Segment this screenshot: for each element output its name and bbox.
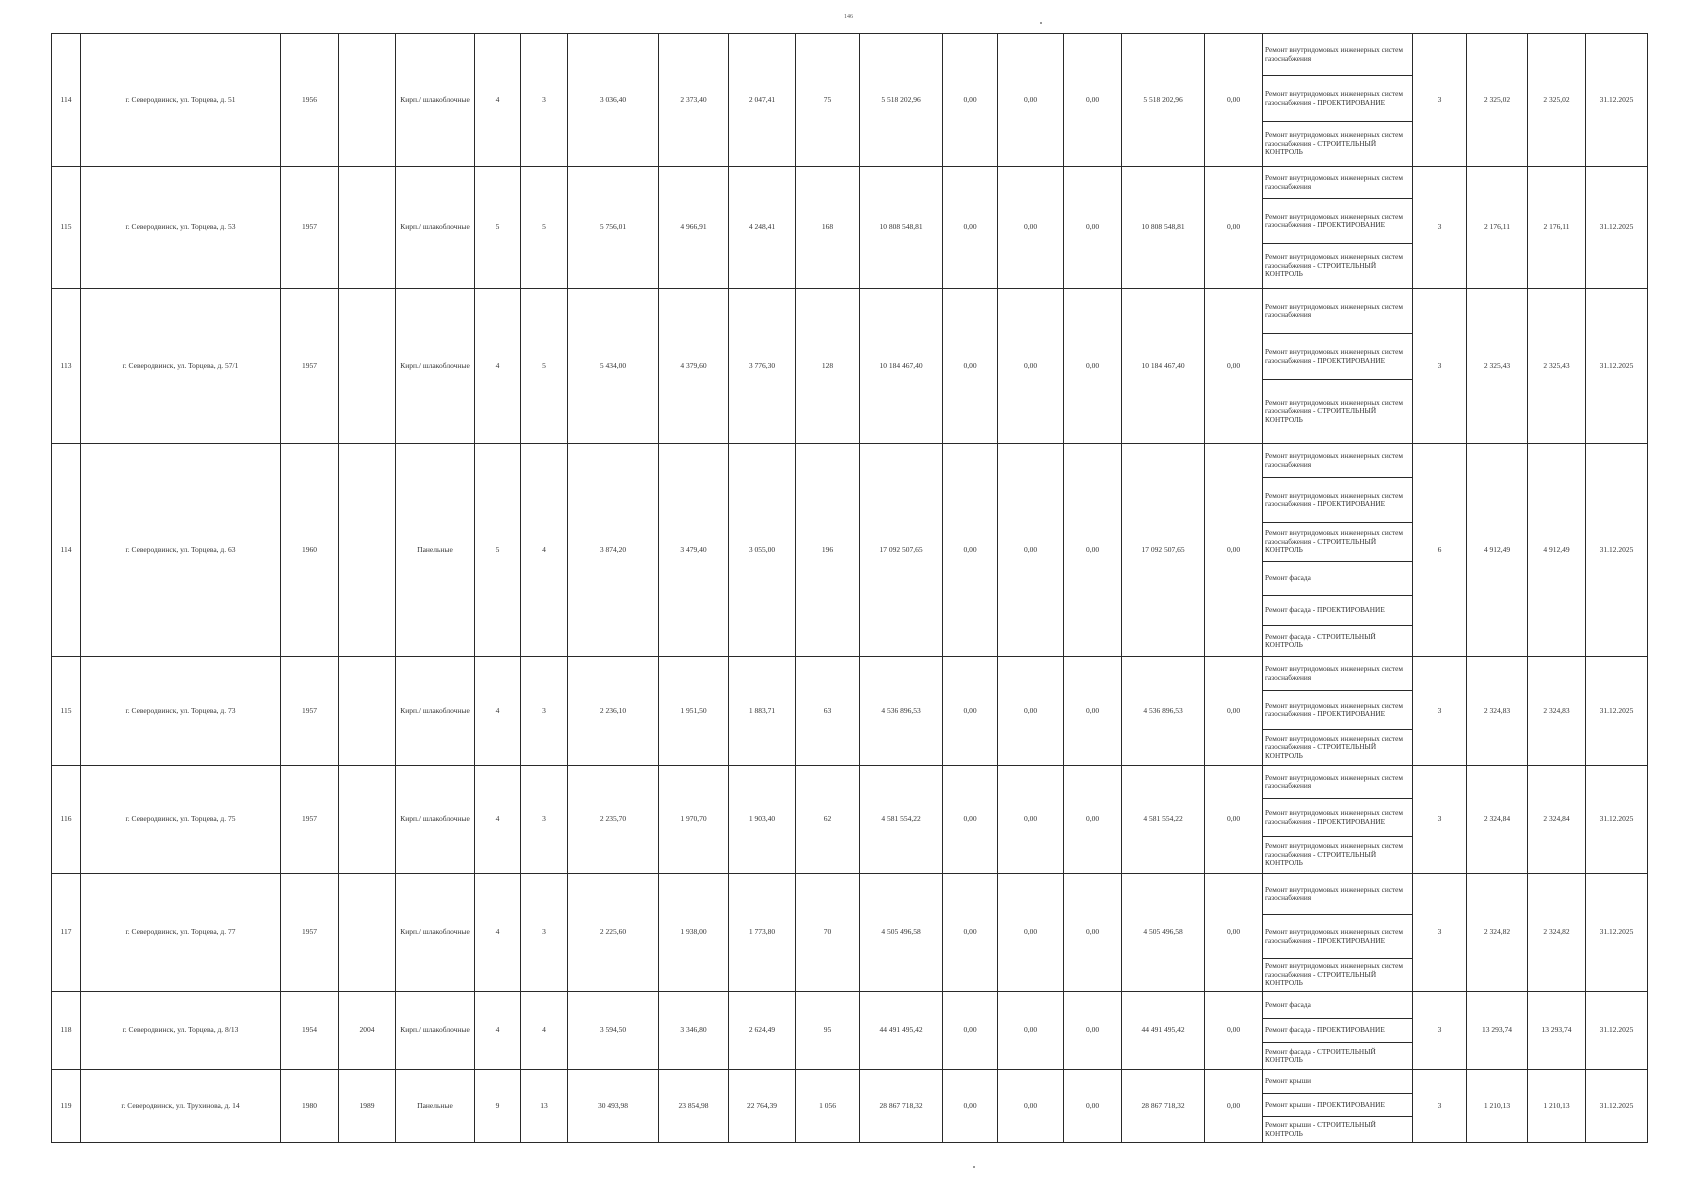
year-reconstruction-cell [339,34,396,167]
fund-owners-cell: 4 581 554,22 [1122,766,1205,874]
fund-federal-cell: 0,00 [943,992,998,1070]
scan-speck [1040,22,1042,24]
address-cell: г. Северодвинск, ул. Торцева, д. 75 [81,766,281,874]
entrances-count-cell: 3 [521,766,568,874]
year-built-cell: 1957 [281,657,339,766]
work-item-label: Ремонт внутридомовых инженерных систем газоснабжения [1265,451,1404,469]
table-row [52,444,1648,657]
unit-cost-cell: 2 325,43 [1467,289,1528,444]
residents-count-cell: 168 [796,167,860,289]
max-unit-cost-cell: 2 324,82 [1528,874,1586,992]
deadline-cell: 31.12.2025 [1586,1070,1648,1143]
total-area-cell: 5 756,01 [568,167,659,289]
work-item-label: Ремонт внутридомовых инженерных систем газоснабжения [1265,884,1404,902]
work-item-label: Ремонт фасада - СТРОИТЕЛЬНЫЙ КОНТРОЛЬ [1265,631,1376,649]
address-cell: г. Северодвинск, ул. Торцева, д. 8/13 [81,992,281,1070]
work-item [1263,691,1412,730]
area-residential-cell: 3 055,00 [729,444,796,657]
wall-material-cell: Кирп./ шлакоблочные [396,289,475,444]
work-item [1263,874,1412,915]
residents-count-cell: 63 [796,657,860,766]
register-body [52,34,1648,1143]
row-number-cell: 114 [52,444,81,657]
fund-local-cell: 0,00 [1064,167,1122,289]
work-item-label: Ремонт внутридомовых инженерных систем газоснабжения - ПРОЕКТИРОВАНИЕ [1265,927,1404,945]
address-cell: г. Северодвинск, ул. Торцева, д. 57/1 [81,289,281,444]
residents-count-cell: 196 [796,444,860,657]
year-reconstruction-cell [339,289,396,444]
table-row [52,874,1648,992]
row-number-cell: 115 [52,657,81,766]
max-unit-cost-cell: 2 324,84 [1528,766,1586,874]
work-count-cell: 6 [1413,444,1467,657]
work-count-cell: 3 [1413,766,1467,874]
entrances-count-cell: 5 [521,289,568,444]
area-premises-cell: 1 970,70 [659,766,729,874]
work-item-label: Ремонт внутридомовых инженерных систем газоснабжения - СТРОИТЕЛЬНЫЙ КОНТРОЛЬ [1265,252,1404,279]
total-area-cell: 3 594,50 [568,992,659,1070]
fund-owners-cell: 5 518 202,96 [1122,34,1205,167]
area-residential-cell: 3 776,30 [729,289,796,444]
max-unit-cost-cell: 4 912,49 [1528,444,1586,657]
area-residential-cell: 1 883,71 [729,657,796,766]
fund-other-cell: 0,00 [1205,167,1263,289]
year-built-cell: 1980 [281,1070,339,1143]
area-residential-cell: 2 624,49 [729,992,796,1070]
work-item [1263,626,1412,656]
residents-count-cell: 75 [796,34,860,167]
fund-other-cell: 0,00 [1205,874,1263,992]
area-premises-cell: 4 379,60 [659,289,729,444]
total-area-cell: 2 225,60 [568,874,659,992]
work-item [1263,915,1412,959]
area-premises-cell: 3 346,80 [659,992,729,1070]
work-item [1263,959,1412,991]
fund-owners-cell: 10 184 467,40 [1122,289,1205,444]
fund-federal-cell: 0,00 [943,657,998,766]
work-item [1263,837,1412,873]
address-cell: г. Северодвинск, ул. Торцева, д. 77 [81,874,281,992]
residents-count-cell: 95 [796,992,860,1070]
area-residential-cell: 22 764,39 [729,1070,796,1143]
address-cell: г. Северодвинск, ул. Трухинова, д. 14 [81,1070,281,1143]
fund-owners-cell: 4 536 896,53 [1122,657,1205,766]
fund-regional-cell: 0,00 [998,444,1064,657]
year-reconstruction-cell [339,167,396,289]
works-cell [1263,444,1413,657]
work-count-cell: 3 [1413,1070,1467,1143]
work-item [1263,657,1412,691]
fund-federal-cell: 0,00 [943,167,998,289]
year-built-cell: 1956 [281,34,339,167]
residents-count-cell: 1 056 [796,1070,860,1143]
cost-total-cell: 17 092 507,65 [860,444,943,657]
fund-local-cell: 0,00 [1064,34,1122,167]
page-number: 146 [844,14,853,20]
deadline-cell: 31.12.2025 [1586,34,1648,167]
work-item [1263,289,1412,334]
work-item-label: Ремонт внутридомовых инженерных систем газоснабжения [1265,772,1404,790]
work-item [1263,167,1412,199]
row-number-cell: 116 [52,766,81,874]
work-item-label: Ремонт внутридомовых инженерных систем газоснабжения - СТРОИТЕЛЬНЫЙ КОНТРОЛЬ [1265,528,1404,555]
fund-regional-cell: 0,00 [998,992,1064,1070]
max-unit-cost-cell: 2 325,43 [1528,289,1586,444]
year-built-cell: 1957 [281,289,339,444]
table-row [52,992,1648,1070]
row-number-cell: 113 [52,289,81,444]
deadline-cell: 31.12.2025 [1586,444,1648,657]
work-item [1263,1070,1412,1094]
wall-material-cell: Панельные [396,444,475,657]
fund-regional-cell: 0,00 [998,657,1064,766]
total-area-cell: 5 434,00 [568,289,659,444]
unit-cost-cell: 2 325,02 [1467,34,1528,167]
year-reconstruction-cell [339,444,396,657]
work-item-label: Ремонт фасада [1265,999,1311,1009]
work-item-label: Ремонт внутридомовых инженерных систем газоснабжения [1265,301,1404,319]
work-item [1263,1117,1412,1142]
year-reconstruction-cell [339,657,396,766]
total-area-cell: 2 235,70 [568,766,659,874]
work-item [1263,730,1412,765]
works-cell [1263,1070,1413,1143]
work-item-label: Ремонт крыши [1265,1076,1312,1086]
work-item-label: Ремонт внутридомовых инженерных систем газоснабжения - СТРОИТЕЛЬНЫЙ КОНТРОЛЬ [1265,130,1404,157]
floors-count-cell: 5 [475,167,521,289]
unit-cost-cell: 4 912,49 [1467,444,1528,657]
wall-material-cell: Кирп./ шлакоблочные [396,874,475,992]
year-reconstruction-cell: 1989 [339,1070,396,1143]
cost-total-cell: 4 505 496,58 [860,874,943,992]
fund-other-cell: 0,00 [1205,34,1263,167]
works-cell [1263,34,1413,167]
work-item [1263,992,1412,1019]
fund-owners-cell: 10 808 548,81 [1122,167,1205,289]
entrances-count-cell: 4 [521,444,568,657]
works-cell [1263,874,1413,992]
residents-count-cell: 70 [796,874,860,992]
wall-material-cell: Кирп./ шлакоблочные [396,766,475,874]
works-cell [1263,289,1413,444]
area-premises-cell: 2 373,40 [659,34,729,167]
fund-other-cell: 0,00 [1205,1070,1263,1143]
deadline-cell: 31.12.2025 [1586,766,1648,874]
floors-count-cell: 4 [475,992,521,1070]
cost-total-cell: 10 808 548,81 [860,167,943,289]
fund-local-cell: 0,00 [1064,657,1122,766]
works-cell [1263,167,1413,289]
work-count-cell: 3 [1413,657,1467,766]
max-unit-cost-cell: 13 293,74 [1528,992,1586,1070]
wall-material-cell: Кирп./ шлакоблочные [396,657,475,766]
cost-total-cell: 10 184 467,40 [860,289,943,444]
year-built-cell: 1957 [281,167,339,289]
work-count-cell: 3 [1413,992,1467,1070]
fund-local-cell: 0,00 [1064,444,1122,657]
floors-count-cell: 4 [475,34,521,167]
work-item-label: Ремонт внутридомовых инженерных систем газоснабжения - ПРОЕКТИРОВАНИЕ [1265,347,1404,365]
year-reconstruction-cell [339,766,396,874]
fund-local-cell: 0,00 [1064,992,1122,1070]
work-item [1263,478,1412,523]
table-row [52,766,1648,874]
work-item [1263,76,1412,122]
repair-register-table [51,33,1648,1143]
scan-speck [973,1166,975,1168]
work-item [1263,799,1412,837]
table-row [52,34,1648,167]
work-count-cell: 3 [1413,167,1467,289]
fund-federal-cell: 0,00 [943,289,998,444]
work-count-cell: 3 [1413,874,1467,992]
works-cell [1263,766,1413,874]
fund-owners-cell: 28 867 718,32 [1122,1070,1205,1143]
max-unit-cost-cell: 2 325,02 [1528,34,1586,167]
work-item-label: Ремонт фасада - ПРОЕКТИРОВАНИЕ [1265,1025,1385,1035]
floors-count-cell: 9 [475,1070,521,1143]
max-unit-cost-cell: 2 324,83 [1528,657,1586,766]
unit-cost-cell: 2 176,11 [1467,167,1528,289]
work-item [1263,34,1412,76]
wall-material-cell: Кирп./ шлакоблочные [396,992,475,1070]
deadline-cell: 31.12.2025 [1586,657,1648,766]
work-item-label: Ремонт внутридомовых инженерных систем газоснабжения [1265,45,1404,63]
area-premises-cell: 1 951,50 [659,657,729,766]
total-area-cell: 2 236,10 [568,657,659,766]
work-item-label: Ремонт внутридомовых инженерных систем газоснабжения - СТРОИТЕЛЬНЫЙ КОНТРОЛЬ [1265,397,1404,424]
row-number-cell: 117 [52,874,81,992]
deadline-cell: 31.12.2025 [1586,289,1648,444]
deadline-cell: 31.12.2025 [1586,992,1648,1070]
fund-local-cell: 0,00 [1064,289,1122,444]
address-cell: г. Северодвинск, ул. Торцева, д. 63 [81,444,281,657]
area-premises-cell: 1 938,00 [659,874,729,992]
fund-regional-cell: 0,00 [998,167,1064,289]
table-row [52,1070,1648,1143]
row-number-cell: 118 [52,992,81,1070]
works-cell [1263,992,1413,1070]
entrances-count-cell: 13 [521,1070,568,1143]
fund-other-cell: 0,00 [1205,657,1263,766]
fund-federal-cell: 0,00 [943,34,998,167]
entrances-count-cell: 3 [521,657,568,766]
fund-owners-cell: 44 491 495,42 [1122,992,1205,1070]
work-item-label: Ремонт внутридомовых инженерных систем газоснабжения - ПРОЕКТИРОВАНИЕ [1265,490,1404,508]
work-item [1263,596,1412,626]
entrances-count-cell: 5 [521,167,568,289]
work-item [1263,1094,1412,1117]
work-item [1263,766,1412,799]
entrances-count-cell: 3 [521,874,568,992]
work-count-cell: 3 [1413,34,1467,167]
work-item-label: Ремонт внутридомовых инженерных систем газоснабжения - СТРОИТЕЛЬНЫЙ КОНТРОЛЬ [1265,841,1404,868]
wall-material-cell: Панельные [396,1070,475,1143]
cost-total-cell: 4 536 896,53 [860,657,943,766]
year-built-cell: 1957 [281,766,339,874]
year-built-cell: 1960 [281,444,339,657]
area-residential-cell: 4 248,41 [729,167,796,289]
year-reconstruction-cell: 2004 [339,992,396,1070]
unit-cost-cell: 2 324,82 [1467,874,1528,992]
fund-local-cell: 0,00 [1064,874,1122,992]
fund-regional-cell: 0,00 [998,34,1064,167]
year-reconstruction-cell [339,874,396,992]
fund-regional-cell: 0,00 [998,766,1064,874]
unit-cost-cell: 2 324,83 [1467,657,1528,766]
fund-regional-cell: 0,00 [998,1070,1064,1143]
year-built-cell: 1957 [281,874,339,992]
work-item-label: Ремонт фасада - ПРОЕКТИРОВАНИЕ [1265,605,1385,615]
work-item-label: Ремонт внутридомовых инженерных систем газоснабжения [1265,173,1404,191]
area-residential-cell: 2 047,41 [729,34,796,167]
work-item [1263,122,1412,166]
work-item-label: Ремонт крыши - СТРОИТЕЛЬНЫЙ КОНТРОЛЬ [1265,1120,1376,1138]
work-item-label: Ремонт внутридомовых инженерных систем газоснабжения - ПРОЕКТИРОВАНИЕ [1265,89,1404,107]
total-area-cell: 3 874,20 [568,444,659,657]
work-item-label: Ремонт фасада - СТРОИТЕЛЬНЫЙ КОНТРОЛЬ [1265,1046,1376,1064]
work-item [1263,199,1412,244]
work-item [1263,562,1412,596]
work-item [1263,1019,1412,1043]
table-row [52,657,1648,766]
area-premises-cell: 23 854,98 [659,1070,729,1143]
area-residential-cell: 1 903,40 [729,766,796,874]
address-cell: г. Северодвинск, ул. Торцева, д. 53 [81,167,281,289]
fund-federal-cell: 0,00 [943,874,998,992]
fund-other-cell: 0,00 [1205,444,1263,657]
wall-material-cell: Кирп./ шлакоблочные [396,167,475,289]
fund-owners-cell: 4 505 496,58 [1122,874,1205,992]
deadline-cell: 31.12.2025 [1586,167,1648,289]
cost-total-cell: 4 581 554,22 [860,766,943,874]
cost-total-cell: 28 867 718,32 [860,1070,943,1143]
cost-total-cell: 44 491 495,42 [860,992,943,1070]
fund-other-cell: 0,00 [1205,992,1263,1070]
entrances-count-cell: 3 [521,34,568,167]
total-area-cell: 30 493,98 [568,1070,659,1143]
fund-federal-cell: 0,00 [943,1070,998,1143]
max-unit-cost-cell: 2 176,11 [1528,167,1586,289]
work-item [1263,244,1412,288]
row-number-cell: 119 [52,1070,81,1143]
floors-count-cell: 4 [475,289,521,444]
area-premises-cell: 4 966,91 [659,167,729,289]
residents-count-cell: 62 [796,766,860,874]
floors-count-cell: 4 [475,766,521,874]
work-item-label: Ремонт внутридомовых инженерных систем газоснабжения - ПРОЕКТИРОВАНИЕ [1265,700,1404,718]
area-premises-cell: 3 479,40 [659,444,729,657]
work-item-label: Ремонт внутридомовых инженерных систем газоснабжения - СТРОИТЕЛЬНЫЙ КОНТРОЛЬ [1265,961,1404,988]
work-item [1263,334,1412,380]
fund-other-cell: 0,00 [1205,289,1263,444]
unit-cost-cell: 13 293,74 [1467,992,1528,1070]
wall-material-cell: Кирп./ шлакоблочные [396,34,475,167]
work-item [1263,444,1412,478]
year-built-cell: 1954 [281,992,339,1070]
max-unit-cost-cell: 1 210,13 [1528,1070,1586,1143]
floors-count-cell: 4 [475,874,521,992]
unit-cost-cell: 2 324,84 [1467,766,1528,874]
total-area-cell: 3 036,40 [568,34,659,167]
work-item-label: Ремонт фасада [1265,573,1311,583]
work-item [1263,1043,1412,1069]
entrances-count-cell: 4 [521,992,568,1070]
fund-federal-cell: 0,00 [943,766,998,874]
unit-cost-cell: 1 210,13 [1467,1070,1528,1143]
work-count-cell: 3 [1413,289,1467,444]
area-residential-cell: 1 773,80 [729,874,796,992]
work-item-label: Ремонт внутридомовых инженерных систем газоснабжения - ПРОЕКТИРОВАНИЕ [1265,211,1404,229]
fund-regional-cell: 0,00 [998,874,1064,992]
fund-local-cell: 0,00 [1064,766,1122,874]
residents-count-cell: 128 [796,289,860,444]
fund-regional-cell: 0,00 [998,289,1064,444]
work-item [1263,380,1412,443]
address-cell: г. Северодвинск, ул. Торцева, д. 51 [81,34,281,167]
floors-count-cell: 5 [475,444,521,657]
fund-other-cell: 0,00 [1205,766,1263,874]
floors-count-cell: 4 [475,657,521,766]
row-number-cell: 114 [52,34,81,167]
work-item-label: Ремонт внутридомовых инженерных систем газоснабжения - СТРОИТЕЛЬНЫЙ КОНТРОЛЬ [1265,733,1404,760]
address-cell: г. Северодвинск, ул. Торцева, д. 73 [81,657,281,766]
fund-federal-cell: 0,00 [943,444,998,657]
row-number-cell: 115 [52,167,81,289]
works-cell [1263,657,1413,766]
cost-total-cell: 5 518 202,96 [860,34,943,167]
table-row [52,167,1648,289]
deadline-cell: 31.12.2025 [1586,874,1648,992]
work-item-label: Ремонт крыши - ПРОЕКТИРОВАНИЕ [1265,1099,1385,1109]
fund-owners-cell: 17 092 507,65 [1122,444,1205,657]
fund-local-cell: 0,00 [1064,1070,1122,1143]
work-item-label: Ремонт внутридомовых инженерных систем газоснабжения [1265,664,1404,682]
table-row [52,289,1648,444]
work-item [1263,523,1412,562]
work-item-label: Ремонт внутридомовых инженерных систем газоснабжения - ПРОЕКТИРОВАНИЕ [1265,808,1404,826]
